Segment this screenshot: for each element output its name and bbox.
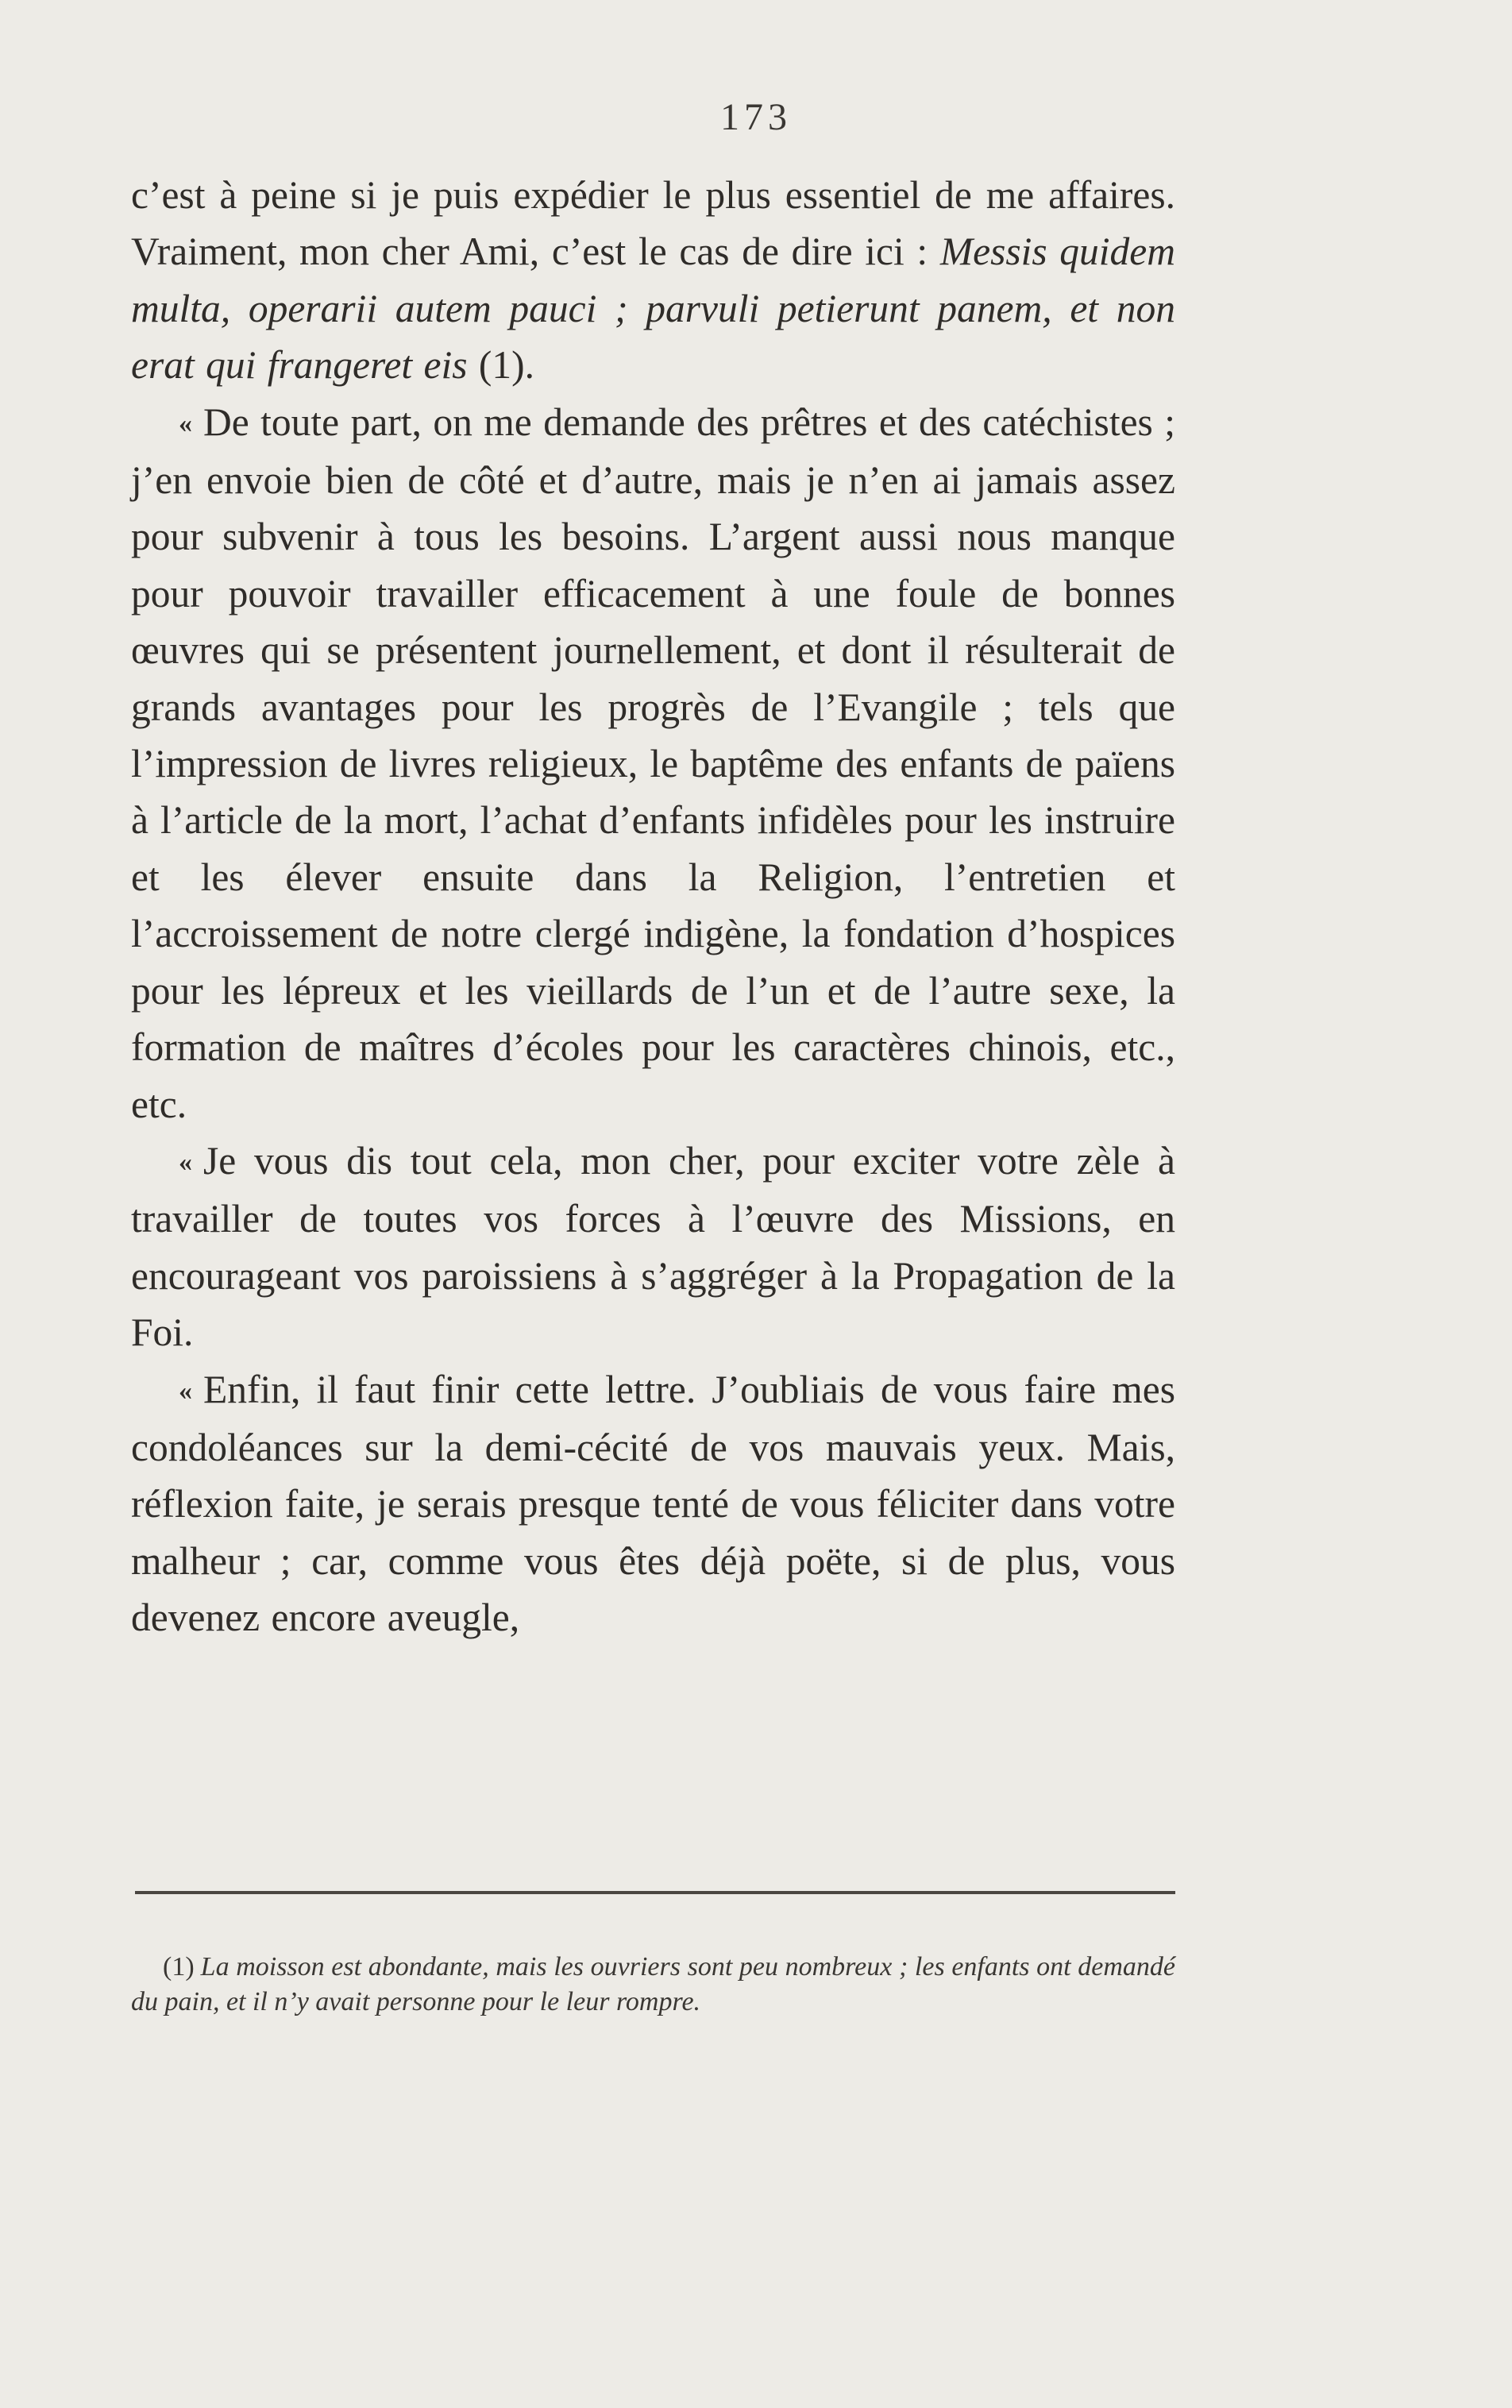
latin-quotation: Messis quidem multa, operarii autem pauci ; parvuli petierunt panem, et non erat qui frangeret eis — [131, 230, 1176, 388]
page-number: 173 — [720, 96, 792, 138]
paragraph-text: De toute part, on me demande des prêtres et des catéchistes ; j’en envoie bien de côté et d’autre, mais je n’en ai jamais assez pour subvenir à tous les besoins. L’argent aussi nous manque pour pouvoir travailler efficacement à une foule de bonnes œuvres qui se présentent journellement, et dont il résulterait de grands avantages pour les progrès de l’Evangile ; tels que l’impression de livres religieux, le baptême des enfants de païens à l’article de la mort, l’achat d’enfants infidèles pour les instruire et les élever ensuite dans la Religion, l’entretien et l’accroissement de notre clergé indigène, la fondation d’hospices pour les lépreux et les vieillards de l’un et de l’autre sexe, la formation de maîtres d’écoles pour les caractères chinois, etc., etc. — [131, 399, 1175, 1126]
paragraph — [131, 1133, 1175, 1361]
guillemet-mark: « — [179, 1147, 192, 1177]
guillemet-mark: « — [179, 408, 192, 438]
footnote-reference: (1). — [467, 343, 534, 388]
paragraph — [131, 394, 1175, 1133]
paragraph — [131, 1361, 1175, 1646]
paragraph-continuation — [131, 167, 1175, 394]
footnote-divider — [135, 1891, 1175, 1894]
main-text — [131, 167, 1175, 1646]
paragraph-text: Enfin, il faut finir cette lettre. J’oubliais de vous faire mes condoléances sur la demi-cécité de vos mauvais yeux. Mais, réflexion faite, je serais presque tenté de vous féliciter dans votre malheur ; car, comme vous êtes déjà poëte, si de plus, vous devenez encore aveugle, — [131, 1367, 1175, 1640]
guillemet-mark: « — [179, 1376, 192, 1406]
footnote — [131, 1950, 1175, 2020]
footnote-text: La moisson est abondante, mais les ouvriers sont peu nombreux ; les enfants ont demandé du pain, et il n’y avait personne pour le leur rompre. — [131, 1952, 1175, 2016]
paragraph-text: c’est à peine si je puis expédier le plus essentiel de me affaires. Vraiment, mon cher Ami, c’est le cas de dire ici : — [131, 173, 1175, 274]
footnote-marker: (1) — [163, 1952, 195, 1982]
paragraph-text: Je vous dis tout cela, mon cher, pour exciter votre zèle à travailler de toutes vos forces à l’œuvre des Missions, en encourageant vos paroissiens à s’aggréger à la Propagation de la Foi. — [131, 1138, 1175, 1355]
